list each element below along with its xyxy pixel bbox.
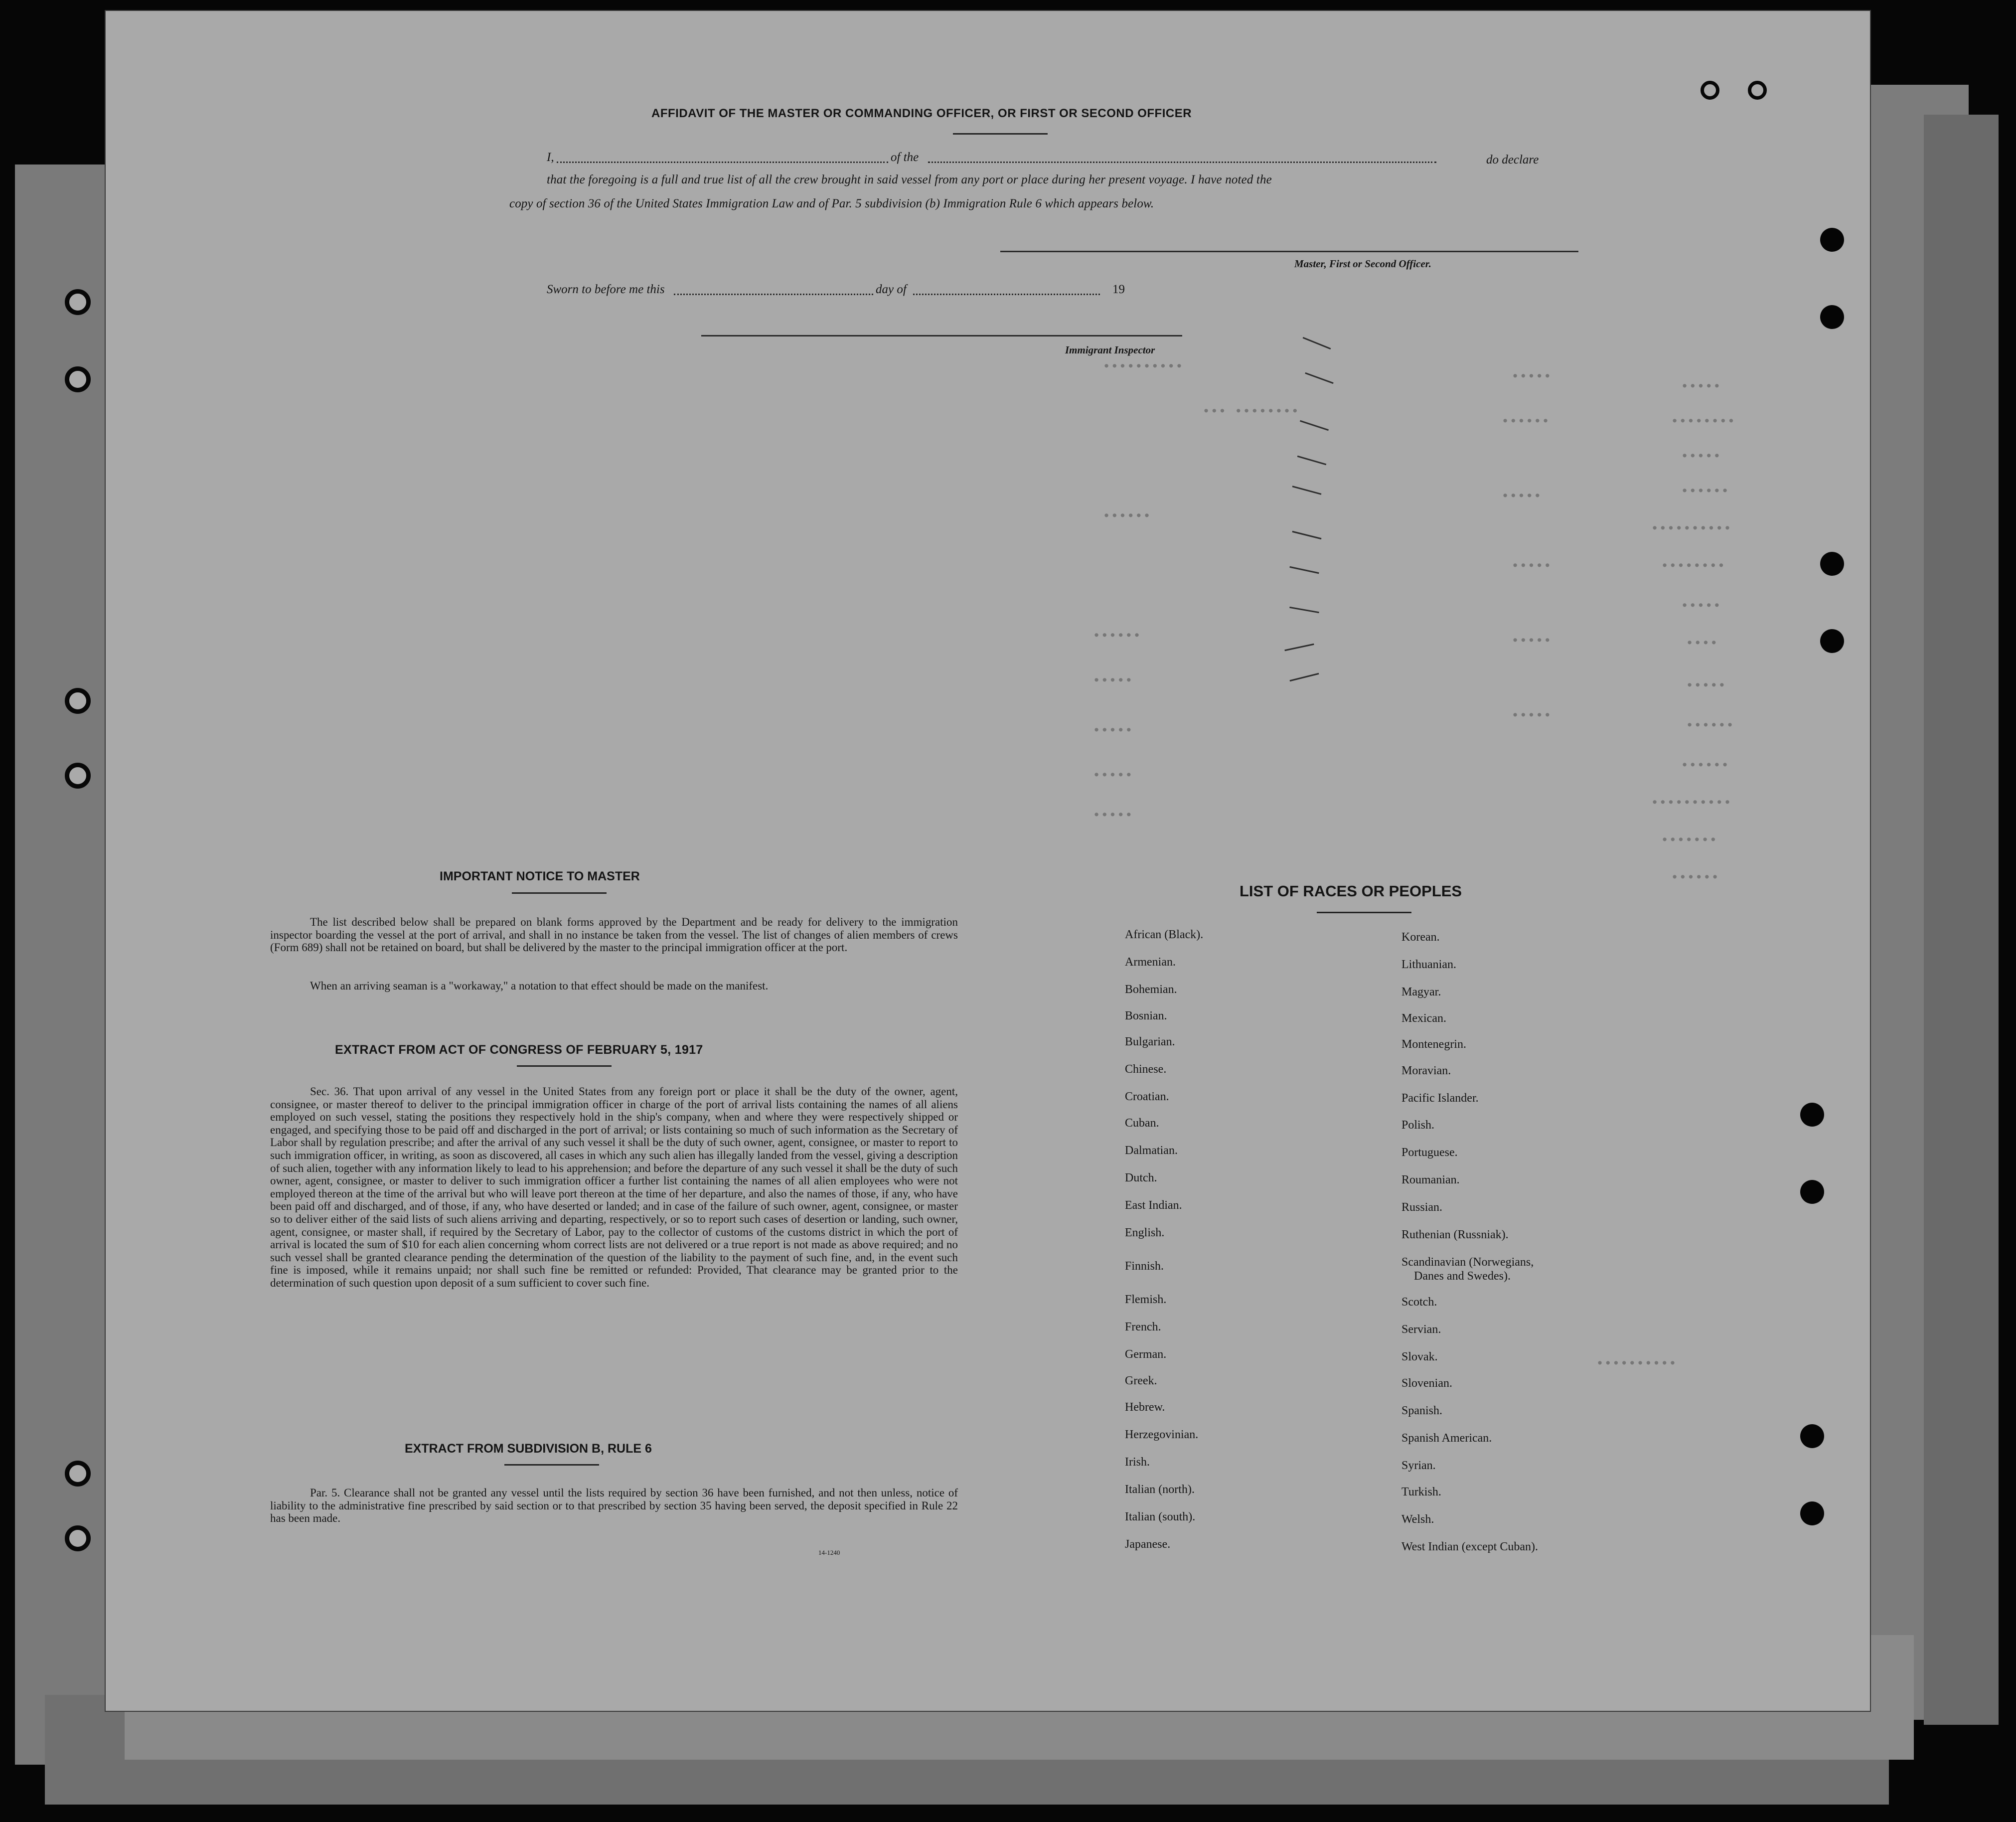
divider <box>512 892 607 894</box>
punch-hole-icon <box>1800 1180 1824 1204</box>
sworn-day-field[interactable] <box>674 294 873 295</box>
race-item: Ruthenian (Russniak). <box>1401 1228 1509 1241</box>
race-item: Moravian. <box>1401 1064 1451 1077</box>
day-of-label: day of <box>876 283 907 296</box>
affidavit-statement-line-2: copy of section 36 of the United States Immigration Law and of Par. 5 subdivision (b) Immigration Rule 6 which appears below. <box>509 197 1154 210</box>
race-item: Croatian. <box>1125 1090 1169 1103</box>
race-item: Italian (south). <box>1125 1510 1196 1523</box>
inspector-caption: Immigrant Inspector <box>1065 344 1155 356</box>
race-item: Servian. <box>1401 1323 1441 1336</box>
race-item: Danes and Swedes). <box>1414 1270 1511 1283</box>
binder-hole-icon <box>1701 81 1719 100</box>
form-number: 14-1240 <box>818 1549 840 1556</box>
declarant-name-field[interactable] <box>557 162 888 163</box>
race-item: Portuguese. <box>1401 1146 1458 1159</box>
race-item: Russian. <box>1401 1201 1443 1214</box>
divider <box>517 1065 612 1067</box>
race-item: English. <box>1125 1226 1165 1239</box>
race-item: Korean. <box>1401 931 1440 944</box>
race-item: Armenian. <box>1125 956 1176 969</box>
underlying-page-far-right <box>1924 115 1999 1725</box>
punch-hole-icon <box>1800 1424 1824 1448</box>
declarant-label: I, <box>547 151 554 164</box>
race-item: Dutch. <box>1125 1171 1157 1184</box>
rule-extract-text: Par. 5. Clearance shall not be granted any vessel until the lists required by section 36 have been furnished, and not then unless, notice of liability to the administrative fine prescribed by said section or to that prescribed by section 35 having been served, the deposit specified in Rule 22 has been made. <box>270 1487 958 1525</box>
race-item: Finnish. <box>1125 1260 1164 1273</box>
act-extract-text: Sec. 36. That upon arrival of any vessel in the United States from any foreign port or place it shall be the duty of the owner, agent, consignee, or master thereof to deliver to the principal immigration officer in charge of the port of arrival lists containing the names of all aliens employed on such vessel, stating the positions they respectively hold in the ship's company, when and where they were respectively shipped or engaged, and specifying those to be paid off and discharged in the port of arrival; or lists containing so much of such information as the Secretary of Labor shall by regulation prescribe; and after the arrival of any such vessel it shall be the duty of such owner, agent, consignee, or master to report to such immigration officer, in writing, as soon as discovered, all cases in which any such alien has illegally landed from the vessel, giving a description of such alien, together with any information likely to lead to his apprehension; and before the departure of any such vessel it shall be the duty of such owner, agent, consignee, or master to deliver to such immigration officer a further list containing the names of all alien employees who were not employed thereon at the time of the arrival but who will leave port thereon at the time of her departure, and also the names of those, if any, who have been paid off and discharged, and of those, if any, who have deserted or landed; and in case of the failure of such owner, agent, consignee, or master so to deliver either of the said lists of such aliens arriving and departing, respectively, or so to report such cases of desertion or landing, such owner, agent, consignee, or master shall, if required by the Secretary of Labor, pay to the collector of customs of the customs district in which the port of arrival is located the sum of $10 for each alien concerning whom correct lists are not delivered or a true report is not made as above required; and no such vessel shall be granted clearance pending the determination of the question of the liability to the payment of such fine, and, in the event such fine is imposed, while it remains unpaid; nor shall such fine be remitted or refunded: Provided, That clearance may be granted prior to the determination of such question upon deposit of a sum sufficient to cover such fine. <box>270 1085 958 1289</box>
races-title: LIST OF RACES OR PEOPLES <box>1240 882 1462 900</box>
inspector-signature-line[interactable] <box>701 335 1182 336</box>
race-item: Montenegrin. <box>1401 1038 1466 1051</box>
race-item: Flemish. <box>1125 1293 1167 1306</box>
notice-paragraph-1: The list described below shall be prepared on blank forms approved by the Department and be ready for delivery to the immigration inspector boarding the vessel at the port of arrival, and shall in no instance be taken from the vessel. The list of changes of alien members of crews (Form 689) shall not be retained on board, but shall be delivered by the master to the principal immigration officer at the port. <box>270 916 958 954</box>
punch-hole-icon <box>1820 629 1844 653</box>
race-item: Roumanian. <box>1401 1173 1460 1186</box>
race-item: Dalmatian. <box>1125 1144 1178 1157</box>
race-item: Slovak. <box>1401 1350 1438 1363</box>
notice-paragraph-2: When an arriving seaman is a "workaway," a notation to that effect should be made on the manifest. <box>310 980 769 992</box>
race-item: Irish. <box>1125 1456 1150 1469</box>
punch-hole-icon <box>1820 228 1844 252</box>
punch-hole-icon <box>1800 1501 1824 1525</box>
divider <box>1317 912 1411 913</box>
race-item: Magyar. <box>1401 986 1441 998</box>
binder-hole-icon <box>65 366 91 392</box>
binder-hole-icon <box>65 763 91 789</box>
manifest-sheet: ••••• •••••••• ••••• •••••• •••••••••• •••••••• ••••• •••• ••••• •••••• •••••• •••••••••• ••••••• •••••• ••••• •••••• ••••• ••••• ••••• ••••• •••••••••• ••• •••••••• •••••• •••••• ••••• ••••• ••••• ••••• •••••••••• AFFIDAVIT OF THE MASTER OR COMMANDING OFFICER, OR FIRST OR SECOND OFFICER I, of the do declare that the foregoing is a full and true list of all the crew brought in said vessel from any port or place during her present voyage. I have noted the copy of section 36 of the United States Immigration Law and of Par. 5 subdivision (b) Immigration Rule 6 which appears below. Master, First or Second Officer. Sworn to before me this day of 19 Immigrant Inspector IMPORTANT NOTICE TO MASTER The list described below shall be prepared on blank forms approved by the Department and be ready for delivery to the immigration inspector boarding the vessel at the port of arrival, and shall in no instance be taken from the vessel. The list of changes of alien members of crews (Form 689) shall not be retained on board, but shall be delivered by the master to the principal immigration officer at the port. When an arriving seaman is a "workaway," a notation to that effect should be made on the manifest. EXTRACT FROM ACT OF CONGRESS OF FEBRUARY 5, 1917 Sec. 36. That upon arrival of any vessel in the United States from any foreign port or place it shall be the duty of the owner, agent, consignee, or master thereof to deliver to the principal immigration officer in charge of the port of arrival lists containing the names of all aliens employed on such vessel, stating the positions they respectively hold in the ship's company, when and where they were respectively shipped or engaged, and specifying those to be paid off and discharged in the port of arrival; or lists containing so much of such information as the Secretary of Labor shall by regulation prescribe; and after the arrival of any such vessel it shall be the duty of such owner, agent, consignee, or master to report to such immigration officer, in writing, as soon as discovered, all cases in which any such alien has illegally landed from the vessel, giving a description of such alien, together with any information likely to lead to his apprehension; and before the departure of any such vessel it shall be the duty of such owner, agent, consignee, or master to deliver to such immigration officer a further list containing the names of all alien employees who were not employed thereon at the time of the arrival but who will leave port thereon at the time of her departure, and also the names of those, if any, who have been paid off and discharged, and of those, if any, who have deserted or landed; and in case of the failure of such owner, agent, consignee, or master so to deliver either of the said lists of such aliens arriving and departing, respectively, or so to report such cases of desertion or landing, such owner, agent, consignee, or master shall, if required by the Secretary of Labor, pay to the collector of customs of the customs district in which the port of arrival is located the sum of $10 for each alien concerning whom correct lists are not delivered or a true report is not made as above required; and no such vessel shall be granted clearance pending the determination of the question of the liability to the payment of such fine, and, in the event such fine is imposed, while it remains unpaid; nor shall such fine be remitted or refunded: Provided, That clearance may be granted prior to the determination of such question upon deposit of a sum sufficient to cover such fine. EXTRACT FROM SUBDIVISION B, RULE 6 Par. 5. Clearance shall not be granted any vessel until the lists required by section 36 have been furnished, and not then unless, notice of liability to the administrative fine prescribed by said section or to that prescribed by section 35 having been served, the deposit specified in Rule 22 has been made. 14-1240 LIST OF RACES OR PEOPLES African (Black). Armenian. Bohemian. Bosnian. Bulgarian. Chinese. Croatian. Cuban. Dalmatian. Dutch. East Indian. English. Finnish. Flemish. French. German. Greek. Hebrew. Herzegovinian. Irish. Italian (north). Italian (south). Japanese. Korean. Lithuanian. Magyar. Mexican. Montenegrin. Moravian. Pacific Islander. Polish. Portuguese. Roumanian. Russian. Ruthenian (Russniak). Scandinavian (Norwegians, Danes and Swedes). Scotch. Servian. Slovak. Slovenian. Spanish. Spanish American. Syrian. Turkish. Welsh. West Indian (except Cuban). <box>105 10 1871 1712</box>
race-item: Scandinavian (Norwegians, <box>1401 1256 1534 1269</box>
race-item: Scotch. <box>1401 1296 1437 1309</box>
binder-hole-icon <box>65 1461 91 1487</box>
punch-hole-icon <box>1820 305 1844 329</box>
declare-label: do declare <box>1486 153 1539 166</box>
sworn-label: Sworn to before me this <box>547 283 665 296</box>
notice-title: IMPORTANT NOTICE TO MASTER <box>440 869 640 883</box>
rule-extract-title: EXTRACT FROM SUBDIVISION B, RULE 6 <box>405 1442 652 1456</box>
race-item: Greek. <box>1125 1374 1157 1387</box>
punch-hole-icon <box>1820 552 1844 576</box>
race-item: Lithuanian. <box>1401 958 1456 971</box>
race-item: Cuban. <box>1125 1117 1159 1130</box>
race-item: Spanish. <box>1401 1404 1443 1417</box>
race-item: Chinese. <box>1125 1063 1167 1076</box>
divider <box>953 133 1048 135</box>
race-item: Hebrew. <box>1125 1401 1165 1414</box>
binder-hole-icon <box>65 688 91 714</box>
race-item: Bosnian. <box>1125 1009 1167 1022</box>
race-item: Mexican. <box>1401 1012 1446 1025</box>
affidavit-title: AFFIDAVIT OF THE MASTER OR COMMANDING OFFICER, OR FIRST OR SECOND OFFICER <box>651 107 1192 120</box>
race-item: Japanese. <box>1125 1538 1171 1551</box>
race-item: Turkish. <box>1401 1486 1441 1498</box>
signature-caption: Master, First or Second Officer. <box>1294 258 1431 270</box>
race-item: Syrian. <box>1401 1459 1436 1472</box>
race-item: Bohemian. <box>1125 983 1177 996</box>
race-item: German. <box>1125 1348 1167 1361</box>
divider <box>504 1464 599 1466</box>
year-prefix: 19 <box>1112 283 1125 296</box>
signature-line[interactable] <box>1000 251 1578 252</box>
act-extract-title: EXTRACT FROM ACT OF CONGRESS OF FEBRUARY 5, 1917 <box>335 1043 703 1057</box>
race-item: Spanish American. <box>1401 1432 1492 1445</box>
binder-hole-icon <box>65 1525 91 1551</box>
race-item: Polish. <box>1401 1119 1435 1132</box>
race-item: East Indian. <box>1125 1199 1182 1212</box>
race-item: African (Black). <box>1125 928 1204 941</box>
affidavit-statement-line-1: that the foregoing is a full and true list of all the crew brought in said vessel from any port or place during her present voyage. I have noted the <box>547 173 1272 186</box>
punch-hole-icon <box>1800 1103 1824 1127</box>
race-item: Welsh. <box>1401 1513 1434 1526</box>
binder-hole-icon <box>65 289 91 315</box>
vessel-name-field[interactable] <box>928 162 1436 163</box>
binder-hole-icon <box>1748 81 1767 100</box>
race-item: Pacific Islander. <box>1401 1092 1479 1105</box>
race-item: French. <box>1125 1321 1161 1333</box>
race-item: Slovenian. <box>1401 1377 1452 1390</box>
race-item: Herzegovinian. <box>1125 1428 1199 1441</box>
race-item: Italian (north). <box>1125 1483 1195 1496</box>
sworn-month-field[interactable] <box>913 294 1100 295</box>
race-item: Bulgarian. <box>1125 1035 1175 1048</box>
vessel-label: of the <box>891 151 919 164</box>
race-item: West Indian (except Cuban). <box>1401 1540 1538 1553</box>
